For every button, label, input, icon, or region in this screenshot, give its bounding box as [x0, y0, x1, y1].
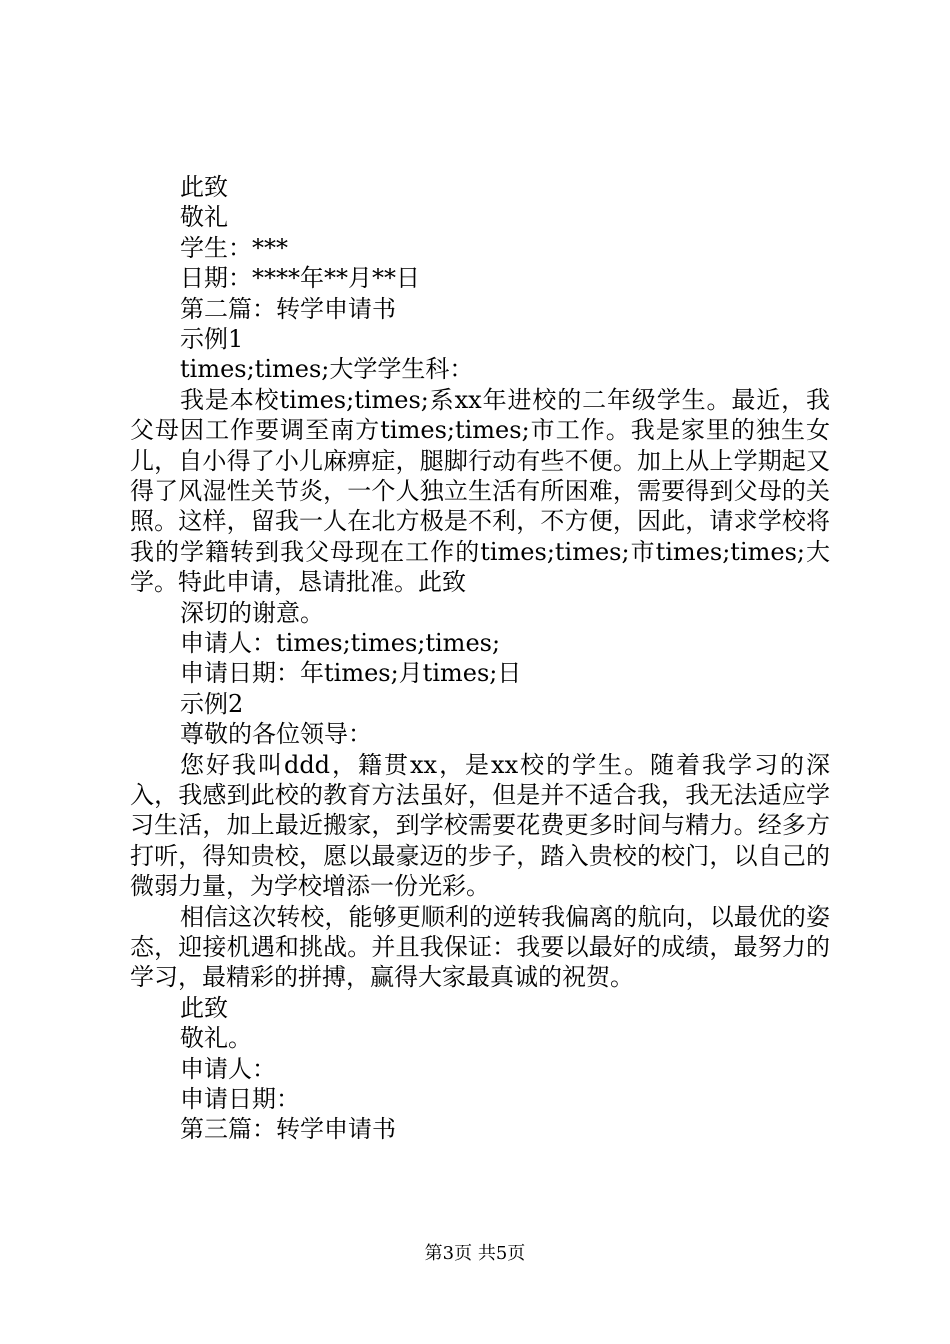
date-line: 日期：****年**月**日	[180, 264, 420, 293]
thanks-line: 深切的谢意。	[180, 598, 324, 627]
section-heading: 第三篇：转学申请书	[180, 1115, 396, 1144]
applicant-line: 申请人：times;times;times;	[180, 628, 501, 657]
student-line: 学生：***	[180, 233, 288, 262]
salutation-line: 敬礼。	[180, 1024, 252, 1053]
body-paragraph: 我是本校times;times;系xx年进校的二年级学生。最近，我父母因工作要调至南方times;times;市工作。我是家里的独生女儿，自小得了小儿麻痹症，腿脚行动有些不便。加上从上学期起又得了风湿性关节炎，一个人独立生活有所困难，需要得到父母的关照。这样，留我一人在北方极是不利，不方便，因此，请求学校将我的学籍转到我父母现在工作的times;times;市times;times;大学。特此申请，恳请批准。此致	[130, 385, 830, 597]
addressee-line: 尊敬的各位领导：	[180, 720, 372, 749]
applicant-line: 申请人：	[180, 1054, 276, 1083]
salutation-line: 敬礼	[180, 203, 228, 232]
closing-line: 此致	[180, 993, 228, 1022]
page-number-footer: 第3页 共5页	[424, 1243, 526, 1264]
body-paragraph: 您好我叫ddd，籍贯xx，是xx校的学生。随着我学习的深入，我感到此校的教育方法虽好，但是并不适合我，我无法适应学习生活，加上最近搬家，到学校需要花费更多时间与精力。经多方打听，得知贵校，愿以最豪迈的步子，踏入贵校的校门，以自己的微弱力量，为学校增添一份光彩。	[130, 750, 830, 901]
example-heading: 示例2	[180, 689, 244, 718]
application-date-line: 申请日期：	[180, 1084, 300, 1113]
addressee-line: times;times;大学学生科：	[180, 355, 474, 384]
application-date-line: 申请日期：年times;月times;日	[180, 659, 522, 688]
body-paragraph: 相信这次转校，能够更顺利的逆转我偏离的航向，以最优的姿态，迎接机遇和挑战。并且我保证：我要以最好的成绩，最努力的学习，最精彩的拼搏，赢得大家最真诚的祝贺。	[130, 902, 830, 992]
example-heading: 示例1	[180, 324, 244, 353]
document-body	[130, 172, 830, 1145]
closing-line: 此致	[180, 173, 228, 201]
section-heading: 第二篇：转学申请书	[180, 294, 396, 323]
